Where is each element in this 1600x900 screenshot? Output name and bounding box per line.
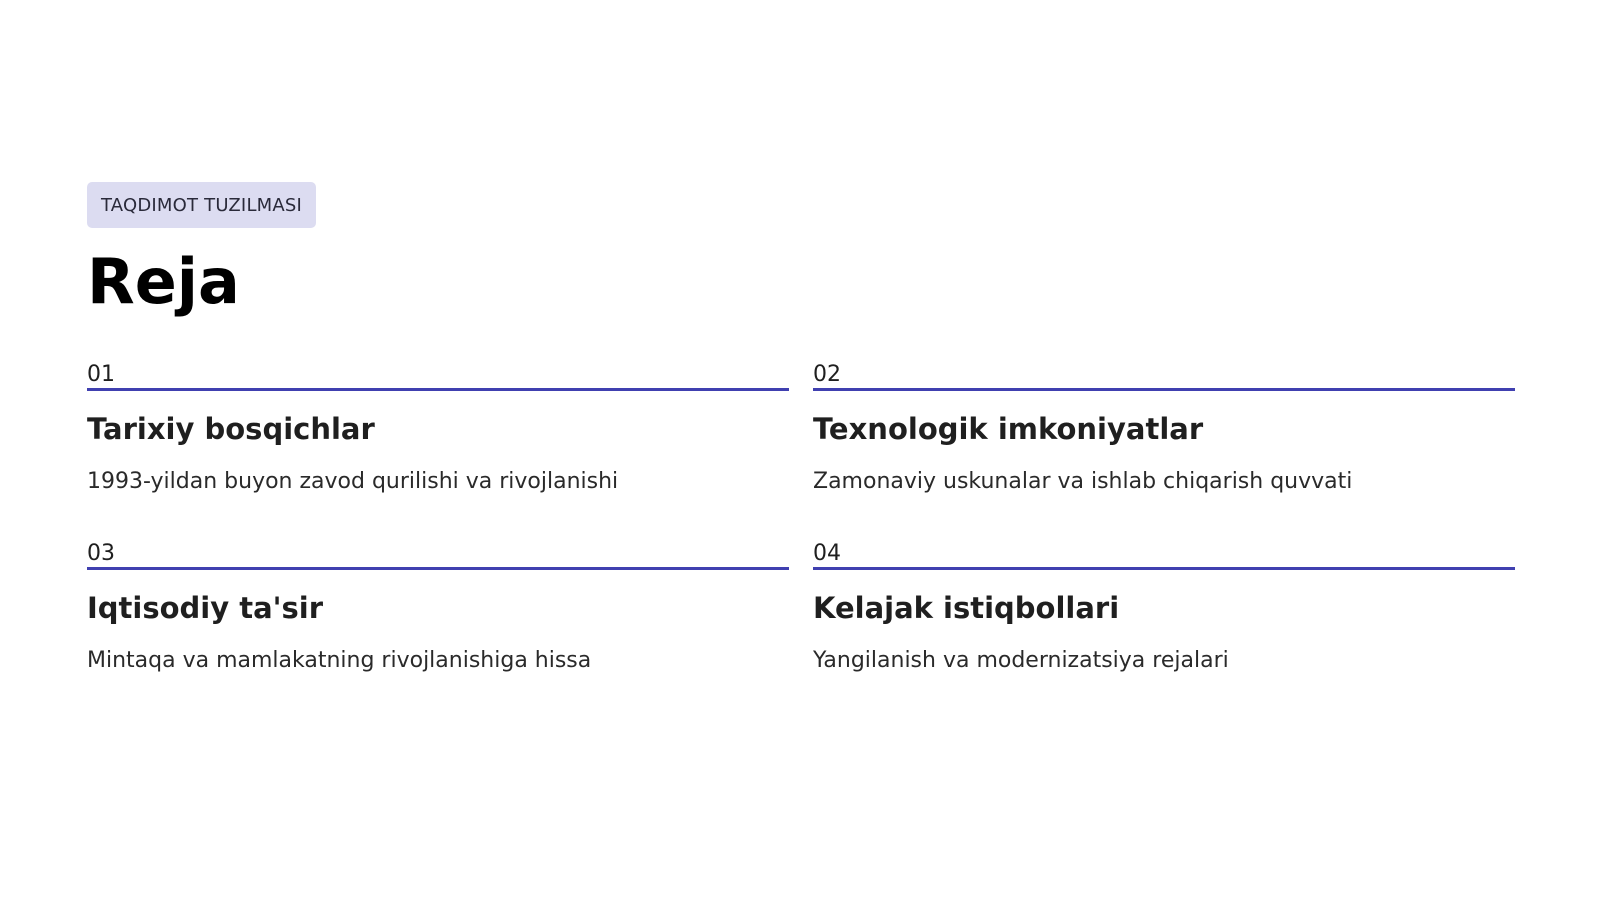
agenda-item-title: Iqtisodiy ta'sir [87,591,324,625]
agenda-item [813,362,1515,497]
page-title: Reja [87,245,240,318]
agenda-item-divider [87,567,789,570]
agenda-item-divider [813,567,1515,570]
agenda-item-number: 03 [87,541,115,566]
agenda-item-divider [813,388,1515,391]
agenda-grid [87,362,1515,676]
agenda-item-description: 1993-yildan buyon zavod qurilishi va rivojlanishi [87,469,619,494]
agenda-item-number: 01 [87,362,115,387]
agenda-item-number: 04 [813,541,841,566]
agenda-item [813,541,1515,676]
agenda-item-title: Texnologik imkoniyatlar [813,412,1204,446]
agenda-item [87,541,789,676]
agenda-item-title: Kelajak istiqbollari [813,591,1120,625]
agenda-item-divider [87,388,789,391]
agenda-item-number: 02 [813,362,841,387]
section-badge: TAQDIMOT TUZILMASI [87,182,316,228]
agenda-item-description: Yangilanish va modernizatsiya rejalari [813,648,1229,673]
agenda-item-title: Tarixiy bosqichlar [87,412,375,446]
agenda-item-description: Zamonaviy uskunalar va ishlab chiqarish quvvati [813,469,1353,494]
agenda-item-description: Mintaqa va mamlakatning rivojlanishiga hissa [87,648,592,673]
agenda-item [87,362,789,497]
